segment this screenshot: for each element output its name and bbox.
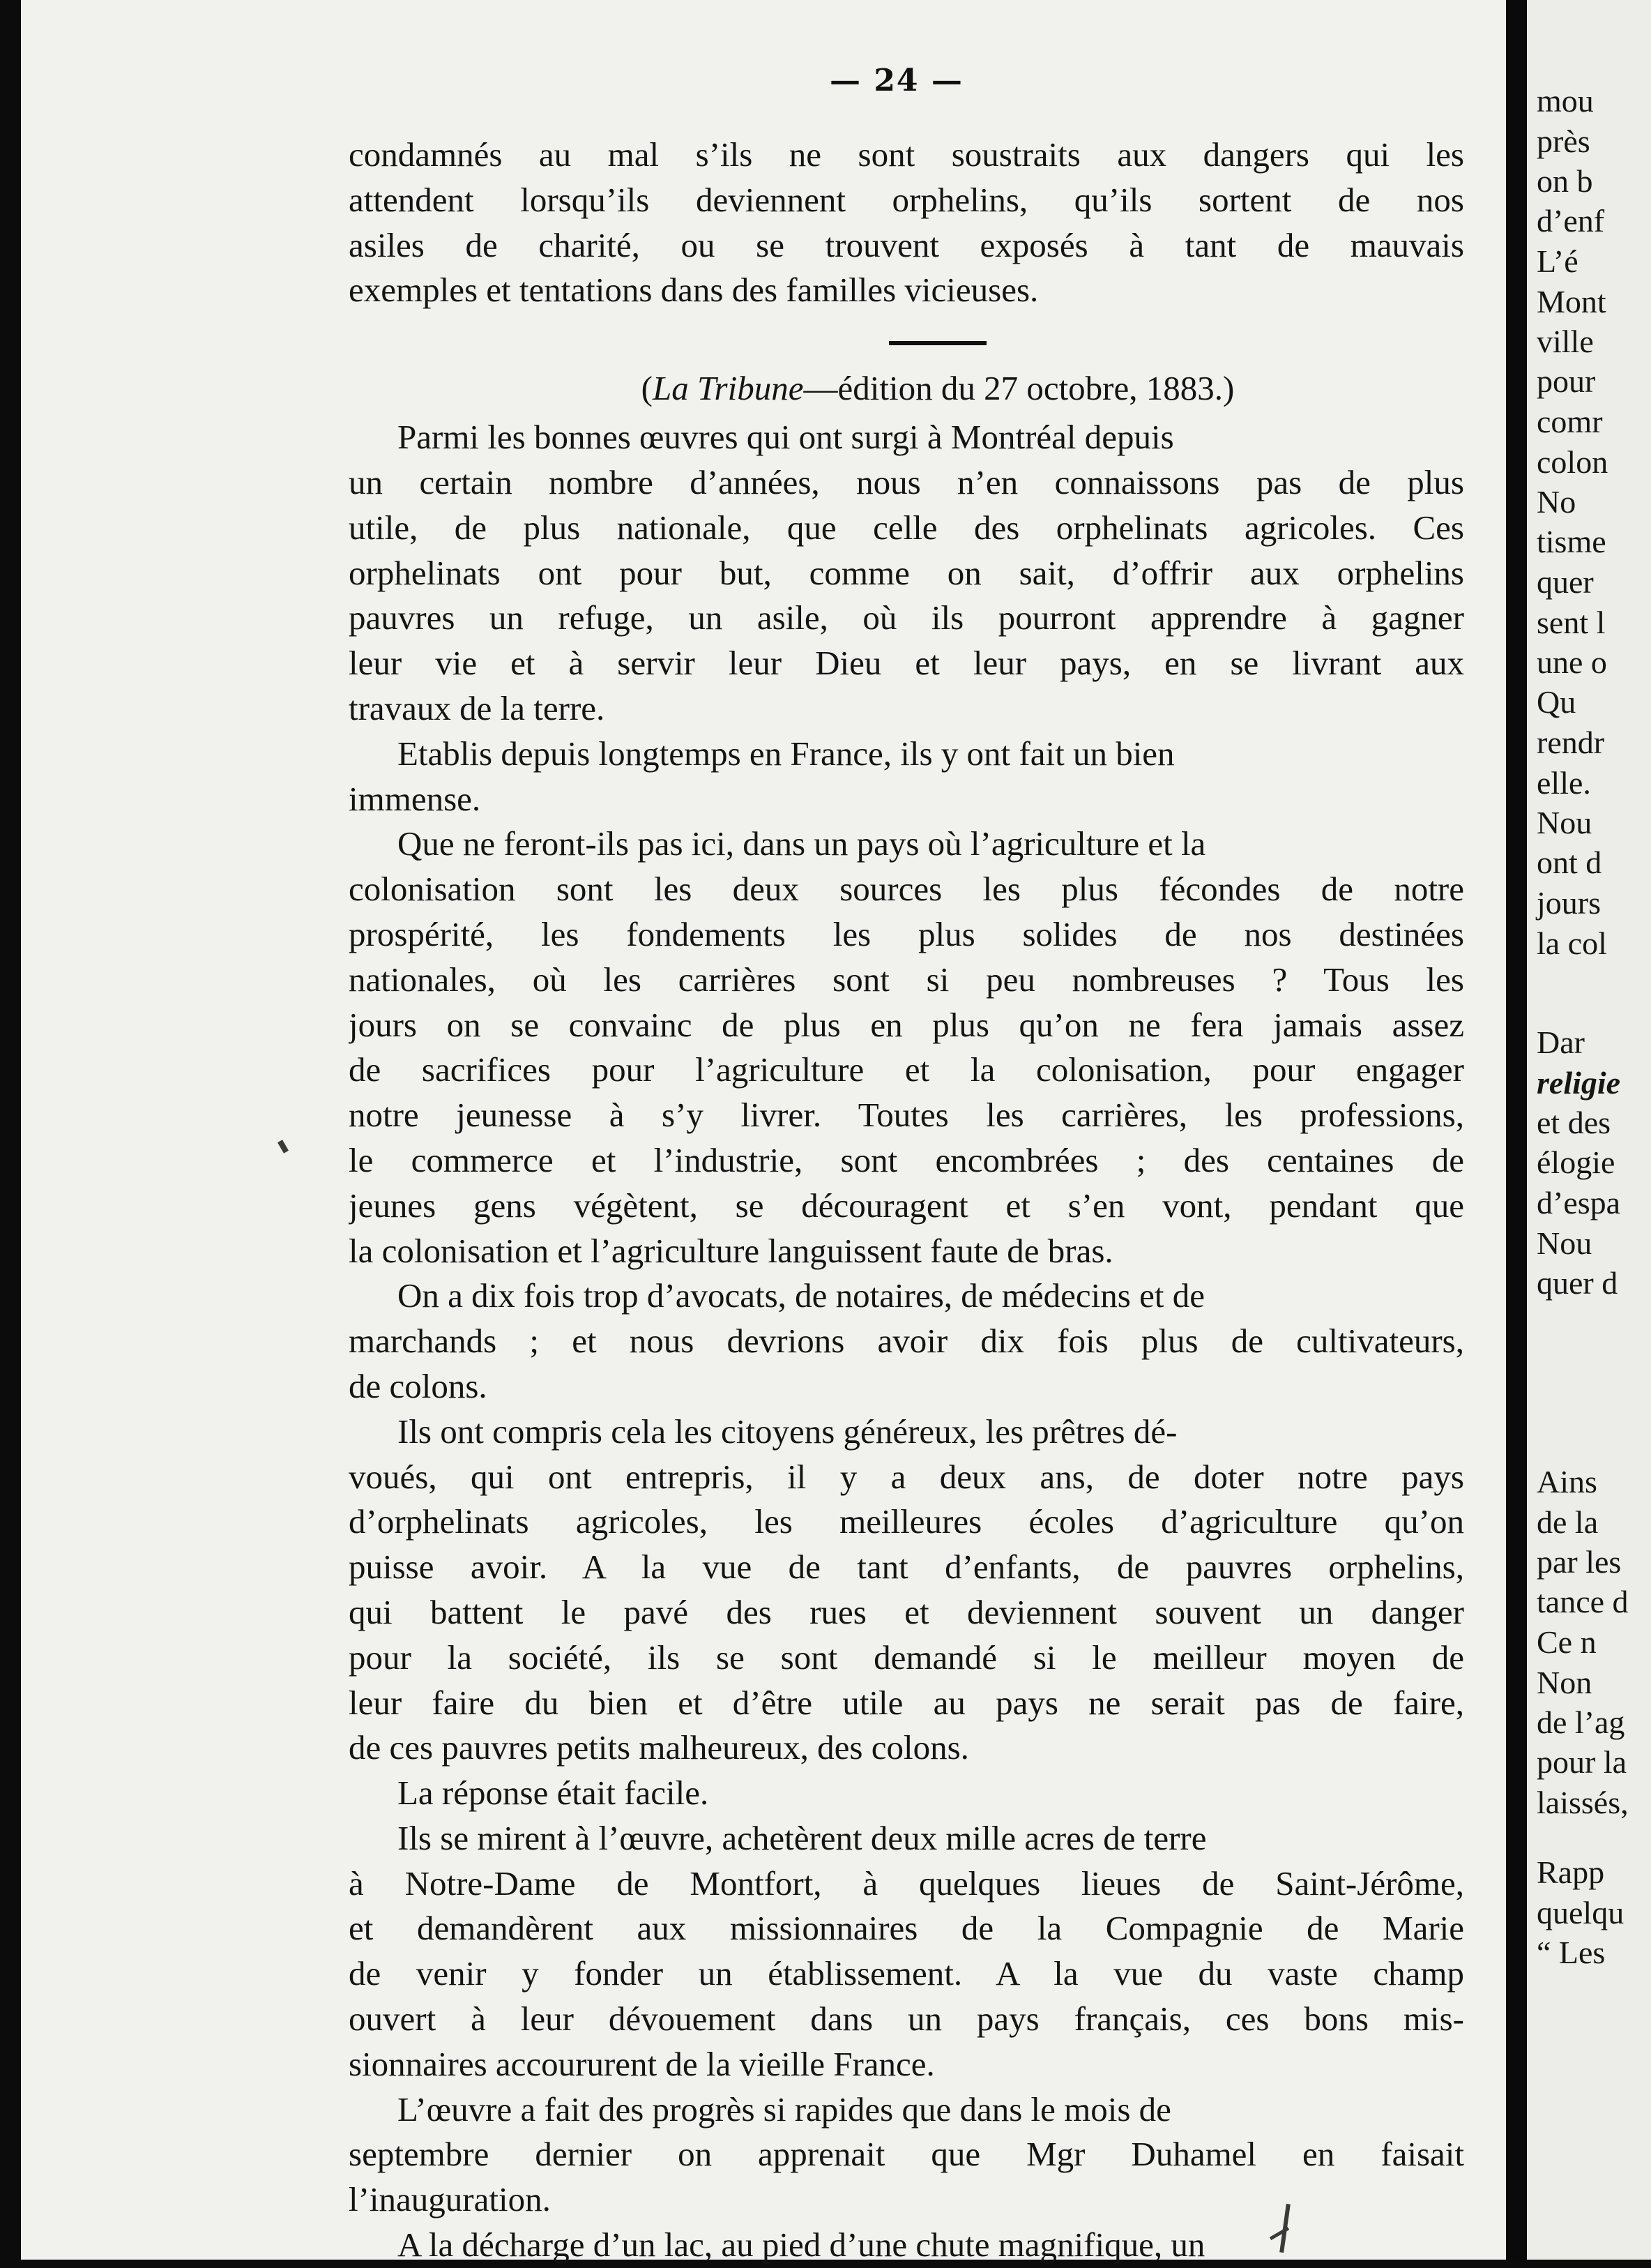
right-page-text-fragment: pour xyxy=(1537,363,1596,399)
text-line: La réponse était facile. xyxy=(397,1774,709,1813)
right-page-text-fragment: Nou xyxy=(1537,1225,1592,1261)
right-page-text-fragment: Non xyxy=(1537,1665,1592,1700)
text-line: On a dix fois trop d’avocats, de notaires, de médecins et de xyxy=(397,1276,1205,1315)
text-line: nationales, où les carrières sont si peu nombreuses ? Tous les xyxy=(349,960,1464,999)
article-heading xyxy=(349,366,1464,415)
scanned-page-right-edge xyxy=(1527,0,1651,2260)
right-page-text-fragment: sent l xyxy=(1537,605,1606,640)
text-line: prospérité, les fondements les plus solides de nos destinées xyxy=(349,914,1464,953)
text-line: immense. xyxy=(349,779,481,818)
right-page-text-fragment: ont d xyxy=(1537,845,1602,880)
right-page-text-fragment: quer d xyxy=(1537,1265,1618,1301)
text-line: notre jeunesse à s’y livrer. Toutes les carrières, les professions, xyxy=(349,1096,1464,1135)
right-page-text-fragment: tisme xyxy=(1537,524,1606,559)
right-page-text-fragment: Nou xyxy=(1537,805,1592,840)
right-page-text-fragment: “ Les xyxy=(1537,1935,1606,1970)
text-line: de sacrifices pour l’agriculture et la colonisation, pour engager xyxy=(349,1050,1464,1089)
text-line: Etablis depuis longtemps en France, ils y ont fait un bien xyxy=(397,734,1175,773)
text-line: à Notre-Dame de Montfort, à quelques lieues de Saint-Jérôme, xyxy=(349,1863,1464,1903)
text-line: septembre dernier on apprenait que Mgr Duhamel en faisait xyxy=(349,2135,1464,2174)
text-line: L’œuvre a fait des progrès si rapides que dans le mois de xyxy=(397,2089,1171,2129)
text-line: attendent lorsqu’ils deviennent orphelins, qu’ils sortent de nos xyxy=(349,180,1464,219)
text-line: travaux de la terre. xyxy=(349,688,605,727)
right-page-text-fragment: et des xyxy=(1537,1105,1611,1140)
text-line: sionnaires accoururent de la vieille France. xyxy=(349,2044,935,2083)
text-line: leur faire du bien et d’être utile au pays ne serait pas de faire, xyxy=(349,1683,1464,1722)
right-page-text-fragment: L’é xyxy=(1537,243,1578,279)
right-page-text-fragment: tance d xyxy=(1537,1584,1629,1619)
right-page-text-fragment: elle. xyxy=(1537,765,1591,801)
right-page-text-fragment: Ce n xyxy=(1537,1624,1597,1660)
text-line: asiles de charité, ou se trouvent exposés à tant de mauvais xyxy=(349,225,1464,264)
right-page-text-fragment: Mont xyxy=(1537,284,1606,319)
text-line: marchands ; et nous devrions avoir dix fois plus de cultivateurs, xyxy=(349,1322,1464,1361)
text-line: un certain nombre d’années, nous n’en connaissons pas de plus xyxy=(349,462,1464,501)
right-page-text-fragment: mou xyxy=(1537,83,1594,119)
text-line: colonisation sont les deux sources les plus fécondes de notre xyxy=(349,870,1464,909)
text-line: voués, qui ont entrepris, il y a deux ans, de doter notre pays xyxy=(349,1457,1464,1496)
text-line: Ils se mirent à l’œuvre, achetèrent deux mille acres de terre xyxy=(397,1818,1207,1857)
right-page-text-fragment: près xyxy=(1537,123,1590,159)
text-line: pauvres un refuge, un asile, où ils pourront apprendre à gagner xyxy=(349,598,1464,637)
text-line: et demandèrent aux missionnaires de la Compagnie de Marie xyxy=(349,1909,1464,1948)
text-line: jeunes gens végètent, se découragent et s’en vont, pendant que xyxy=(349,1186,1464,1225)
right-page-text-fragment: une o xyxy=(1537,644,1607,680)
text-line: le commerce et l’industrie, sont encombrées ; des centaines de xyxy=(349,1140,1464,1179)
book-gutter xyxy=(1506,0,1527,2260)
heading-edition: —édition du 27 octobre, 1883.) xyxy=(803,369,1235,408)
main-text-block xyxy=(349,133,1464,2268)
text-line: l’inauguration. xyxy=(349,2180,551,2219)
text-line: puisse avoir. A la vue de tant d’enfants, de pauvres orphelins, xyxy=(349,1548,1464,1587)
right-page-text-fragment: laissés, xyxy=(1537,1785,1629,1820)
right-page-text-fragment: rendr xyxy=(1537,725,1605,760)
scanned-page-left xyxy=(21,0,1513,2265)
text-line: orphelinats ont pour but, comme on sait, d’offrir aux orphelins xyxy=(349,553,1464,592)
right-page-text-fragment: quelqu xyxy=(1537,1895,1625,1930)
text-line: jours on se convainc de plus en plus qu’on ne fera jamais assez xyxy=(349,1005,1464,1044)
right-page-text-fragment: jours xyxy=(1537,885,1601,921)
right-page-text-fragment: d’enf xyxy=(1537,203,1605,239)
right-page-text-fragment: de l’ag xyxy=(1537,1704,1625,1740)
text-line: de venir y fonder un établissement. A la vue du vaste champ xyxy=(349,1954,1464,1993)
right-page-text-fragment: Dar xyxy=(1537,1025,1585,1060)
separator-rule xyxy=(889,341,987,345)
right-page-text-fragment: Qu xyxy=(1537,684,1576,720)
right-page-text-fragment: de la xyxy=(1537,1504,1599,1540)
text-line: exemples et tentations dans des familles vicieuses. xyxy=(349,271,1039,310)
text-line: utile, de plus nationale, que celle des orphelinats agricoles. Ces xyxy=(349,508,1464,547)
text-line: pour la société, ils se sont demandé si le meilleur moyen de xyxy=(349,1638,1464,1677)
text-line: Parmi les bonnes œuvres qui ont surgi à Montréal depuis xyxy=(397,418,1174,457)
text-line: A la décharge d’un lac, au pied d’une chute magnifique, un xyxy=(397,2225,1205,2265)
right-page-text-fragment: d’espa xyxy=(1537,1185,1621,1220)
right-page-text-fragment: on b xyxy=(1537,163,1593,199)
right-page-text-fragment: la col xyxy=(1537,925,1607,961)
text-line: Ils ont compris cela les citoyens généreux, les prêtres dé- xyxy=(397,1412,1178,1451)
right-page-text-fragment: No xyxy=(1537,484,1576,520)
right-page-text-fragment: religie xyxy=(1537,1065,1621,1101)
text-line: Que ne feront-ils pas ici, dans un pays où l’agriculture et la xyxy=(397,824,1206,863)
right-page-text-fragment: élogie xyxy=(1537,1144,1615,1180)
text-line: d’orphelinats agricoles, les meilleures écoles d’agriculture qu’on xyxy=(349,1502,1464,1541)
text-line: leur vie et à servir leur Dieu et leur pays, en se livrant aux xyxy=(349,644,1464,683)
publication-name: La Tribune xyxy=(653,369,804,408)
right-page-text-fragment: ville xyxy=(1537,324,1594,359)
text-line: de ces pauvres petits malheureux, des colons. xyxy=(349,1728,969,1767)
right-page-text-fragment: par les xyxy=(1537,1544,1622,1580)
text-line: condamnés au mal s’ils ne sont soustraits aux dangers qui les xyxy=(349,135,1464,174)
intro-paragraph xyxy=(349,133,1464,313)
article-body xyxy=(349,415,1464,2268)
text-line: ouvert à leur dévouement dans un pays français, ces bons mis- xyxy=(349,1999,1464,2039)
text-line: de colons. xyxy=(349,1366,487,1405)
right-page-text-fragment: colon xyxy=(1537,444,1608,480)
page-number: — 24 — xyxy=(830,63,964,98)
right-page-text-fragment: Rapp xyxy=(1537,1854,1605,1890)
text-line: la colonisation et l’agriculture languissent faute de bras. xyxy=(349,1231,1113,1270)
scan-speck xyxy=(277,1140,289,1154)
right-page-text-fragment: quer xyxy=(1537,564,1594,600)
right-page-text-fragment: comr xyxy=(1537,404,1603,439)
text-line: qui battent le pavé des rues et deviennent souvent un danger xyxy=(349,1592,1464,1631)
heading-open-paren: ( xyxy=(641,369,653,408)
right-page-text-fragment: Ains xyxy=(1537,1464,1597,1499)
right-page-text-fragment: pour la xyxy=(1537,1744,1627,1780)
